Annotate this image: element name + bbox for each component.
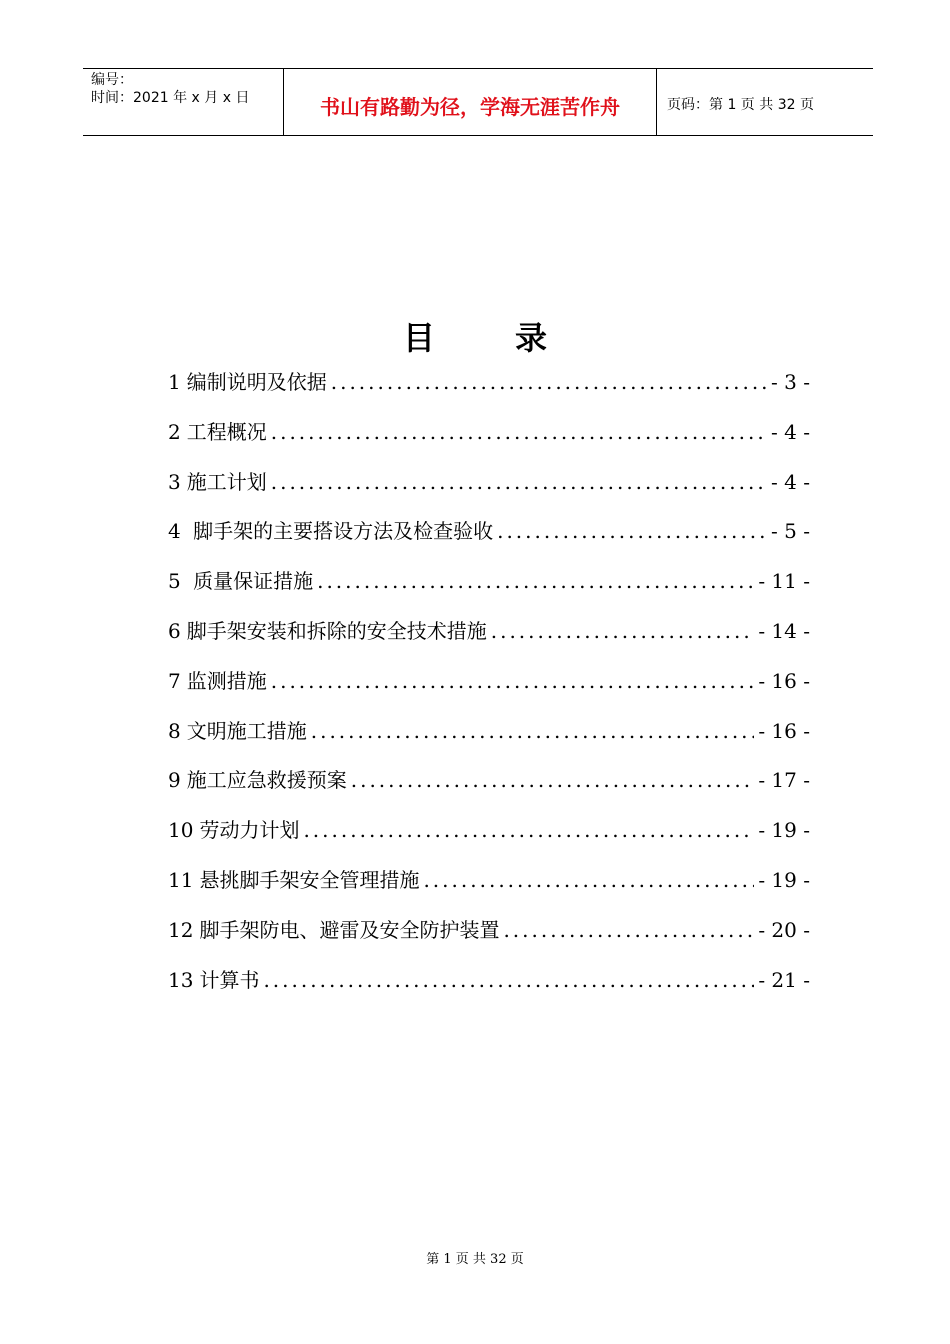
toc-entry-page: - 5 - bbox=[771, 519, 810, 544]
toc-entry-leader bbox=[271, 470, 767, 494]
toc-entry-number: 4 bbox=[168, 519, 181, 544]
toc-entry-page: - 20 - bbox=[758, 917, 810, 942]
toc-entry[interactable] bbox=[168, 964, 810, 1014]
header-meta-cell bbox=[83, 69, 284, 135]
toc-entry-page: - 14 - bbox=[758, 618, 810, 643]
header-motto-cell bbox=[284, 69, 657, 135]
toc-entry-title: 劳动力计划 bbox=[199, 818, 300, 843]
table-of-contents bbox=[168, 366, 810, 1013]
toc-entry-page: - 4 - bbox=[771, 419, 810, 444]
toc-entry-number: 12 bbox=[168, 917, 194, 942]
toc-entry-title: 计算书 bbox=[199, 967, 260, 992]
page-footer: 第 1 页 共 32 页 bbox=[426, 1252, 524, 1267]
toc-entry-page: - 19 - bbox=[758, 818, 810, 843]
toc-entry-title: 施工计划 bbox=[186, 469, 267, 494]
toc-entry-page: - 16 - bbox=[758, 668, 810, 693]
toc-entry-number: 7 bbox=[168, 668, 181, 693]
toc-entry-number: 2 bbox=[168, 419, 181, 444]
toc-entry-page: - 19 - bbox=[758, 867, 810, 892]
toc-entry[interactable] bbox=[168, 466, 810, 516]
toc-entry-title: 施工应急救援预案 bbox=[186, 768, 347, 793]
toc-entry-page: - 3 - bbox=[771, 370, 810, 394]
toc-entry-title: 脚手架安装和拆除的安全技术措施 bbox=[186, 618, 487, 643]
motto-text: 书山有路勤为径，学海无涯苦作舟 bbox=[320, 95, 620, 119]
toc-entry-number: 3 bbox=[168, 469, 181, 494]
toc-entry-page: - 21 - bbox=[758, 967, 810, 992]
toc-entry-page: - 17 - bbox=[758, 768, 810, 793]
toc-entry-title: 脚手架的主要搭设方法及检查验收 bbox=[186, 519, 494, 544]
toc-entry-leader bbox=[351, 768, 755, 792]
toc-entry[interactable] bbox=[168, 665, 810, 715]
toc-entry[interactable] bbox=[168, 366, 810, 416]
toc-entry-number: 13 bbox=[168, 967, 194, 992]
toc-entry-page: - 16 - bbox=[758, 718, 810, 743]
toc-entry-title: 监测措施 bbox=[186, 668, 267, 693]
toc-entry-page: - 4 - bbox=[771, 469, 810, 494]
toc-entry-title: 质量保证措施 bbox=[186, 569, 314, 594]
toc-entry[interactable] bbox=[168, 615, 810, 665]
toc-entry[interactable] bbox=[168, 515, 810, 565]
toc-entry[interactable] bbox=[168, 715, 810, 765]
toc-entry[interactable] bbox=[168, 814, 810, 864]
toc-entry-title: 脚手架防电、避雷及安全防护装置 bbox=[199, 917, 500, 942]
toc-entry-leader bbox=[303, 818, 754, 842]
toc-entry-leader bbox=[423, 868, 754, 892]
toc-entry-number: 5 bbox=[168, 569, 181, 594]
page-header bbox=[83, 68, 873, 136]
toc-entry-title: 工程概况 bbox=[186, 419, 267, 444]
toc-entry-page: - 11 - bbox=[758, 569, 810, 594]
toc-entry-leader bbox=[491, 619, 755, 643]
toc-entry[interactable] bbox=[168, 914, 810, 964]
toc-entry-leader bbox=[263, 968, 754, 992]
toc-entry[interactable] bbox=[168, 565, 810, 615]
toc-entry-number: 10 bbox=[168, 818, 194, 843]
time-label: 时间：2021 年 x 月 x 日 bbox=[91, 90, 250, 106]
toc-entry-leader bbox=[271, 669, 755, 693]
toc-entry[interactable] bbox=[168, 764, 810, 814]
toc-entry-title: 文明施工措施 bbox=[186, 718, 307, 743]
toc-entry-leader bbox=[331, 370, 767, 394]
toc-entry-leader bbox=[497, 519, 767, 543]
toc-entry-number: 1 bbox=[168, 370, 181, 394]
toc-entry[interactable] bbox=[168, 864, 810, 914]
toc-entry-number: 11 bbox=[168, 867, 194, 892]
code-label: 编号： bbox=[91, 72, 133, 88]
toc-entry[interactable] bbox=[168, 416, 810, 466]
header-page-label: 页码：第 1 页 共 32 页 bbox=[667, 97, 814, 113]
toc-entry-leader bbox=[271, 420, 767, 444]
toc-entry-title: 悬挑脚手架安全管理措施 bbox=[199, 867, 420, 892]
toc-title: 目录 bbox=[402, 319, 627, 357]
toc-entry-number: 8 bbox=[168, 718, 181, 743]
header-page-cell bbox=[657, 69, 873, 135]
toc-entry-title: 编制说明及依据 bbox=[186, 370, 327, 394]
toc-entry-number: 9 bbox=[168, 768, 181, 793]
toc-entry-number: 6 bbox=[168, 618, 181, 643]
toc-entry-leader bbox=[311, 719, 755, 743]
toc-entry-leader bbox=[503, 918, 754, 942]
toc-entry-leader bbox=[317, 569, 754, 593]
